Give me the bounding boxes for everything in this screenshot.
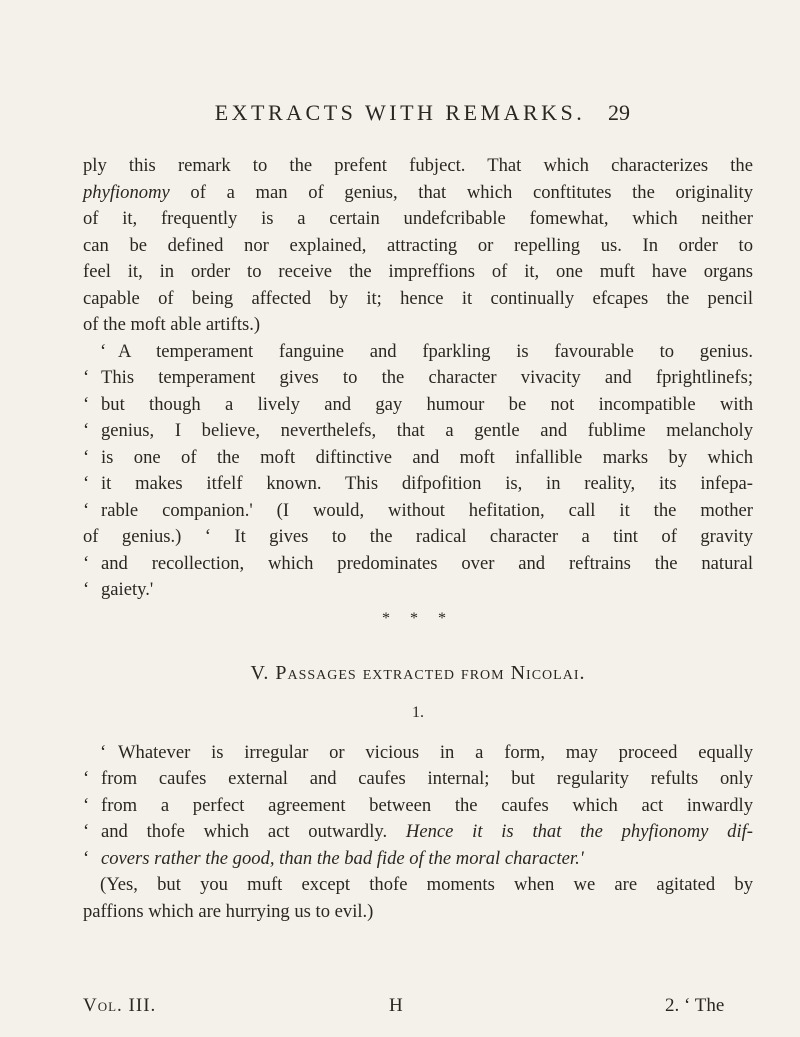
line-text: is one of the moft diftinctive and moft infallible marks by which [101, 446, 753, 468]
quote-mark: ‘ [83, 473, 90, 494]
line-text: A temperament fanguine and fparkling is favourable to genius. [118, 340, 753, 362]
line-text: it makes itfelf known. This difpofition is, in reality, its infepa- [101, 473, 753, 494]
quote-mark: ‘ [83, 794, 90, 816]
quoted-line [83, 846, 753, 873]
text-line [83, 180, 753, 207]
quoted-line [83, 392, 753, 419]
quote-mark: ‘ [83, 847, 90, 869]
line-remainder: of a man of genius, that which conftitutes the originality [169, 181, 753, 203]
quote-mark: ‘ [83, 579, 90, 600]
line-text: but though a lively and gay humour be not incompatible with [101, 393, 753, 415]
quoted-line [83, 766, 753, 793]
italic-word: phyfionomy [83, 181, 170, 203]
quoted-line [83, 339, 753, 366]
line-text: from a perfect agreement between the caufes which act inwardly [101, 794, 753, 816]
italic-line: covers rather the good, than the bad fide of the moral character.' [101, 847, 584, 869]
quoted-line [83, 365, 753, 392]
text-line: of genius.) ‘ It gives to the radical character a tint of gravity [83, 526, 753, 547]
text-line: of the moft able artifts.) [83, 314, 261, 335]
quoted-line [83, 418, 753, 445]
catchword: 2. ‘ The [665, 995, 725, 1016]
quote-mark: ‘ [83, 552, 90, 574]
running-title: EXTRACTS WITH REMARKS. [214, 100, 586, 125]
line-text: gaiety.' [101, 579, 154, 600]
text-line: feel it, in order to receive the impreffions of it, one muft have organs [83, 261, 753, 282]
text-line: can be defined nor explained, attracting or repelling us. In order to [83, 234, 753, 256]
line-text: This temperament gives to the character vivacity and fprightlinefs; [101, 367, 753, 388]
quoted-line [83, 819, 753, 846]
quote-mark: ‘ [83, 821, 90, 842]
quote-mark: ‘ [100, 741, 107, 763]
text-line: ply this remark to the prefent fubject. That which characterizes the [83, 155, 753, 176]
line-text: genius, I believe, neverthelefs, that a gentle and fublime melancholy [101, 420, 753, 441]
quote-mark: ‘ [83, 420, 90, 441]
quote-mark: ‘ [83, 499, 90, 521]
page-footer [0, 995, 800, 1023]
section-heading: V. Passages extracted from Nicolai. [250, 661, 586, 684]
quoted-line [83, 740, 753, 767]
text-line: of it, frequently is a certain undefcribable fomewhat, which neither [83, 208, 753, 229]
text-line: (Yes, but you muft except thofe moments when we are agitated by [100, 874, 753, 895]
italic-phrase: Hence it is that the phyfionomy dif- [405, 821, 753, 842]
text-line: capable of being affected by it; hence it continually efcapes the pencil [83, 287, 753, 309]
quoted-line [83, 498, 753, 525]
line-text: Whatever is irregular or vicious in a form, may proceed equally [118, 741, 753, 763]
line-text: from caufes external and caufes internal; but regularity refults only [101, 768, 753, 789]
quoted-line [83, 793, 753, 820]
quote-mark: ‘ [83, 393, 90, 415]
quoted-line [83, 445, 753, 472]
running-head [0, 100, 800, 140]
quoted-line [83, 551, 753, 578]
body-text [83, 153, 753, 925]
section-separator: * * * [382, 609, 454, 627]
subsection-number: 1. [412, 703, 424, 721]
quoted-line [83, 577, 753, 604]
volume-label: Vol. III. [83, 995, 157, 1016]
quote-mark: ‘ [83, 768, 90, 789]
text-line: paffions which are hurrying us to evil.) [83, 900, 374, 922]
line-text: rable companion.' (I would, without hefitation, call it the mother [101, 499, 753, 521]
quote-mark: ‘ [83, 446, 90, 468]
line-text: and thofe which act outwardly. [101, 821, 388, 842]
line-text: and recollection, which predominates over and reftrains the natural [101, 552, 753, 574]
quoted-line [83, 471, 753, 498]
quote-mark: ‘ [100, 340, 107, 362]
signature-mark: H [389, 995, 403, 1016]
page-number: 29 [608, 100, 630, 125]
quote-mark: ‘ [83, 367, 90, 388]
